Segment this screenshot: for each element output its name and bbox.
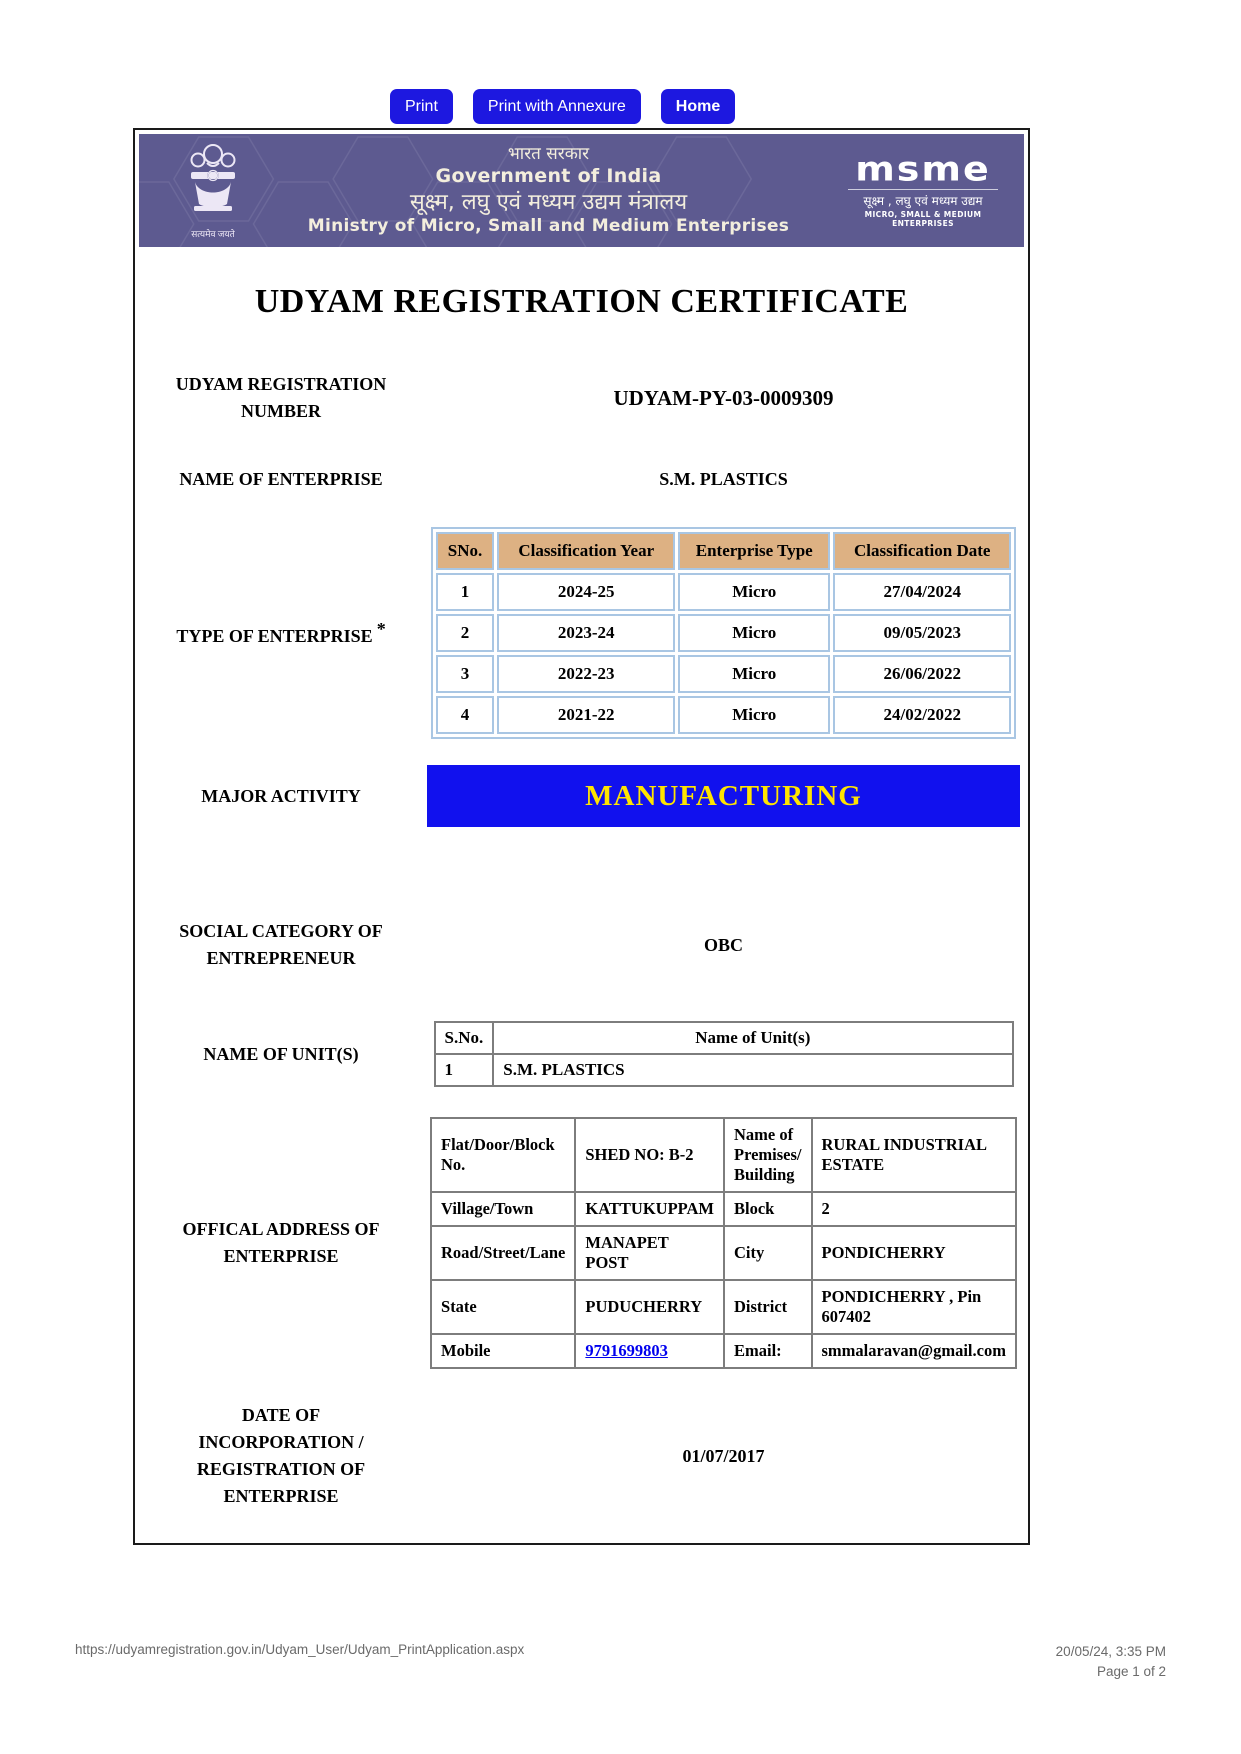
table-row [431, 1226, 1016, 1280]
table-row [431, 1192, 1016, 1226]
table-row [431, 1118, 1016, 1192]
social-category-value: OBC [703, 934, 743, 955]
home-button[interactable]: Home [661, 89, 735, 124]
enterprise-type-label [135, 616, 427, 650]
banner-hindi-government: भारत सरकार [507, 143, 590, 164]
col-classification-date: Classification Date [833, 532, 1011, 570]
enterprise-name-row [135, 457, 1028, 501]
cell-type: Micro [678, 696, 830, 734]
certificate-frame [133, 128, 1030, 1545]
addr-label-district: District [724, 1280, 812, 1334]
addr-value-flat: SHED NO: B-2 [575, 1118, 724, 1192]
table-row [435, 1054, 1013, 1086]
units-table [434, 1021, 1014, 1087]
msme-english-tagline: MICRO, SMALL & MEDIUM ENTERPRISES [864, 209, 982, 228]
cell-sno: 4 [436, 696, 494, 734]
table-row [436, 614, 1011, 652]
msme-logo-word: msme [855, 149, 991, 190]
print-button[interactable]: Print [390, 89, 453, 124]
cell-year: 2024-25 [497, 573, 675, 611]
cell-sno: 2 [436, 614, 494, 652]
mobile-number-link[interactable]: 9791699803 [585, 1341, 668, 1360]
government-header-banner [139, 134, 1024, 247]
major-activity-label: MAJOR ACTIVITY [201, 785, 361, 806]
col-enterprise-type: Enterprise Type [678, 532, 830, 570]
addr-value-block: 2 [812, 1192, 1016, 1226]
national-emblem [177, 142, 249, 240]
address-row [135, 1117, 1028, 1369]
cell-type: Micro [678, 655, 830, 693]
table-header-row [435, 1022, 1013, 1054]
addr-value-city: PONDICHERRY [812, 1226, 1016, 1280]
major-activity-row [135, 765, 1028, 827]
table-header-row [436, 532, 1011, 570]
asterisk-note: * [376, 619, 386, 639]
footer-meta [1056, 1642, 1166, 1683]
addr-label-road: Road/Street/Lane [431, 1226, 575, 1280]
banner-hindi-ministry: सूक्ष्म, लघु एवं मध्यम उद्यम मंत्रालय [409, 189, 688, 215]
registration-number-label: UDYAM REGISTRATION NUMBER [175, 374, 387, 421]
units-cell-sno: 1 [435, 1054, 494, 1086]
enterprise-name-label: NAME OF ENTERPRISE [179, 468, 383, 489]
footer-page-number: Page 1 of 2 [1096, 1664, 1166, 1680]
cell-sno: 3 [436, 655, 494, 693]
table-row [431, 1334, 1016, 1368]
cell-year: 2022-23 [497, 655, 675, 693]
social-category-row [135, 909, 1028, 981]
banner-ministry: Ministry of Micro, Small and Medium Enterprises [307, 216, 790, 237]
units-row [135, 1021, 1028, 1087]
cell-sno: 1 [436, 573, 494, 611]
emblem-motto: सत्यमेव जयते [191, 228, 235, 239]
units-cell-name: S.M. PLASTICS [493, 1054, 1012, 1086]
enterprise-type-table [431, 527, 1016, 739]
address-table [430, 1117, 1017, 1369]
cell-date: 27/04/2024 [833, 573, 1011, 611]
social-category-label: SOCIAL CATEGORY OF ENTREPRENEUR [179, 921, 383, 968]
footer-url: https://udyamregistration.gov.in/Udyam_User/Udyam_PrintApplication.aspx [75, 1642, 525, 1657]
addr-label-premises: Name of Premises/ Building [724, 1118, 812, 1192]
addr-value-district: PONDICHERRY , Pin 607402 [812, 1280, 1016, 1334]
addr-label-block: Block [724, 1192, 812, 1226]
incorporation-date-row [135, 1397, 1028, 1515]
col-sno: SNo. [436, 532, 494, 570]
address-label: OFFICAL ADDRESS OF ENTERPRISE [182, 1219, 380, 1266]
major-activity-banner: MANUFACTURING [427, 765, 1020, 827]
toolbar [390, 89, 735, 124]
addr-value-village: KATTUKUPPAM [575, 1192, 724, 1226]
incorporation-date-label: DATE OF INCORPORATION / REGISTRATION OF ENTERPRISE [196, 1405, 366, 1506]
table-row [431, 1280, 1016, 1334]
certificate-title: UDYAM REGISTRATION CERTIFICATE [254, 283, 909, 320]
print-with-annexure-button[interactable]: Print with Annexure [473, 89, 641, 124]
msme-hindi-tagline: सूक्ष्म , लघु एवं मध्यम उद्यम [848, 189, 998, 209]
msme-logo [848, 149, 998, 228]
units-label: NAME OF UNIT(S) [203, 1043, 359, 1064]
cell-year: 2023-24 [497, 614, 675, 652]
table-row [436, 655, 1011, 693]
addr-value-state: PUDUCHERRY [575, 1280, 724, 1334]
addr-label-mobile: Mobile [431, 1334, 575, 1368]
units-col-name: Name of Unit(s) [493, 1022, 1012, 1054]
incorporation-date-value: 01/07/2017 [682, 1445, 765, 1466]
cell-type: Micro [678, 614, 830, 652]
enterprise-name-value: S.M. PLASTICS [659, 468, 788, 489]
col-classification-year: Classification Year [497, 532, 675, 570]
footer-datetime: 20/05/24, 3:35 PM [1055, 1644, 1166, 1659]
addr-label-email: Email: [724, 1334, 812, 1368]
addr-label-state: State [431, 1280, 575, 1334]
banner-text-block [249, 144, 848, 238]
ashoka-emblem-icon [185, 142, 241, 226]
registration-number-row [135, 363, 1028, 433]
addr-label-city: City [724, 1226, 812, 1280]
cell-date: 09/05/2023 [833, 614, 1011, 652]
registration-number-value: UDYAM-PY-03-0009309 [613, 385, 834, 410]
units-col-sno: S.No. [435, 1022, 494, 1054]
addr-value-email: smmalaravan@gmail.com [812, 1334, 1016, 1368]
enterprise-type-row [135, 527, 1028, 739]
table-row [436, 696, 1011, 734]
cell-year: 2021-22 [497, 696, 675, 734]
table-row [436, 573, 1011, 611]
banner-government-of-india: Government of India [435, 164, 662, 187]
addr-label-flat: Flat/Door/Block No. [431, 1118, 575, 1192]
cell-date: 24/02/2022 [833, 696, 1011, 734]
cell-date: 26/06/2022 [833, 655, 1011, 693]
cell-type: Micro [678, 573, 830, 611]
addr-label-village: Village/Town [431, 1192, 575, 1226]
addr-value-road: MANAPET POST [575, 1226, 724, 1280]
enterprise-type-label-text: TYPE OF ENTERPRISE [176, 626, 373, 646]
addr-value-premises: RURAL INDUSTRIAL ESTATE [812, 1118, 1016, 1192]
